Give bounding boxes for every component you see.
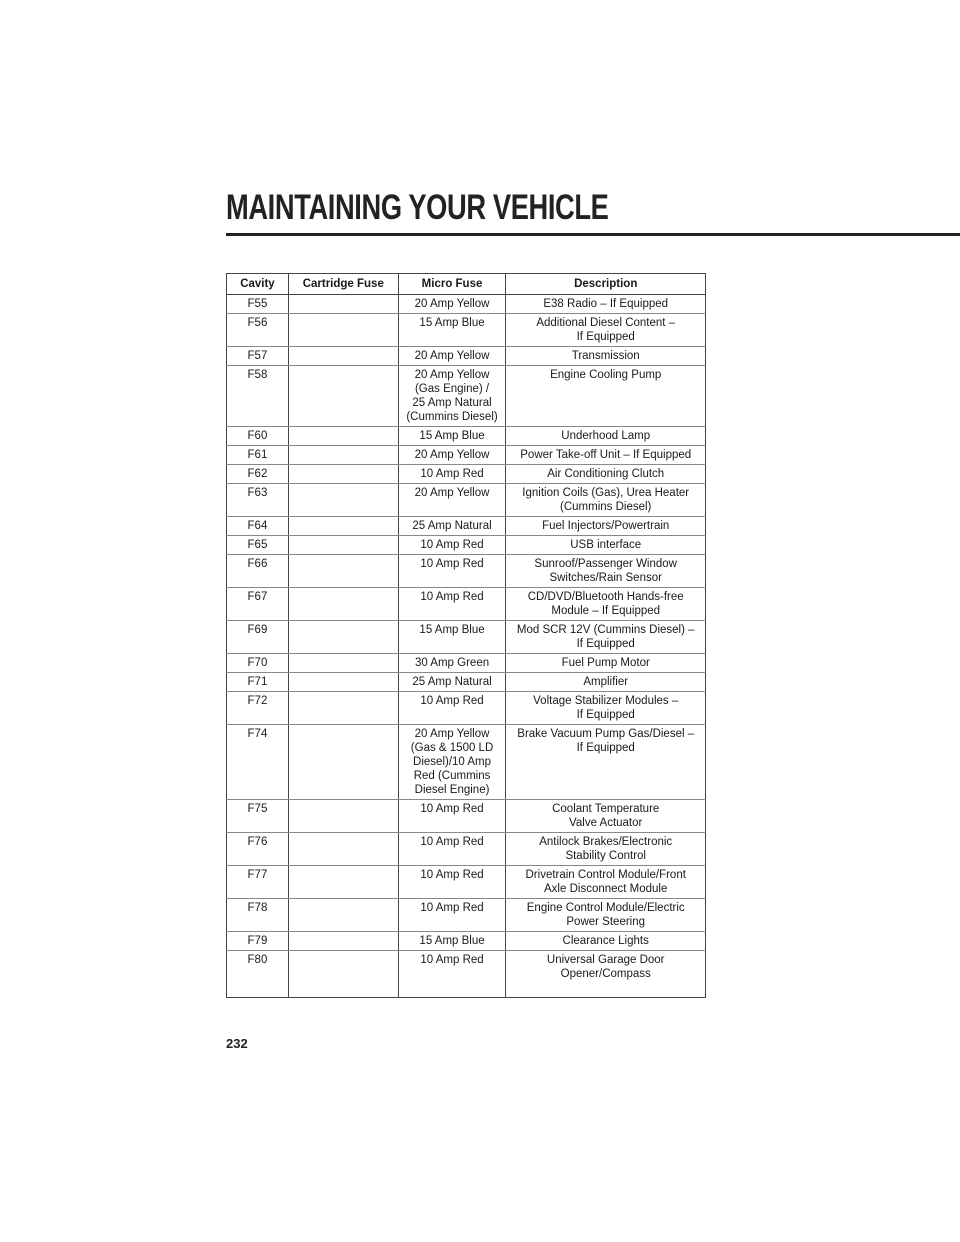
cell-cavity: F79 (227, 932, 289, 951)
table-row (227, 725, 706, 800)
table-row (227, 673, 706, 692)
cell-cavity: F69 (227, 621, 289, 654)
header-micro-fuse: Micro Fuse (398, 274, 506, 295)
cell-description: CD/DVD/Bluetooth Hands-free Module – If Equipped (506, 588, 706, 621)
cell-micro-fuse: 10 Amp Red (398, 555, 506, 588)
cell-cartridge-fuse (288, 654, 398, 673)
cell-cartridge-fuse (288, 621, 398, 654)
cell-micro-fuse: 10 Amp Red (398, 800, 506, 833)
cell-cavity: F71 (227, 673, 289, 692)
cell-description: Amplifier (506, 673, 706, 692)
cell-description: Ignition Coils (Gas), Urea Heater (Cummins Diesel) (506, 484, 706, 517)
table-row (227, 347, 706, 366)
cell-cavity: F64 (227, 517, 289, 536)
cell-cavity: F61 (227, 446, 289, 465)
cell-cartridge-fuse (288, 536, 398, 555)
table-row (227, 555, 706, 588)
cell-description: Fuel Injectors/Powertrain (506, 517, 706, 536)
cell-cavity: F72 (227, 692, 289, 725)
header-cavity: Cavity (227, 274, 289, 295)
header-cartridge-fuse: Cartridge Fuse (288, 274, 398, 295)
cell-description: Underhood Lamp (506, 427, 706, 446)
cell-micro-fuse: 20 Amp Yellow (Gas Engine) / 25 Amp Natural (Cummins Diesel) (398, 366, 506, 427)
cell-cartridge-fuse (288, 295, 398, 314)
cell-micro-fuse: 10 Amp Red (398, 588, 506, 621)
table-row (227, 692, 706, 725)
cell-description: Additional Diesel Content – If Equipped (506, 314, 706, 347)
cell-description: Brake Vacuum Pump Gas/Diesel – If Equipped (506, 725, 706, 800)
cell-micro-fuse: 10 Amp Red (398, 833, 506, 866)
cell-description: E38 Radio – If Equipped (506, 295, 706, 314)
cell-micro-fuse: 30 Amp Green (398, 654, 506, 673)
table-row (227, 295, 706, 314)
cell-micro-fuse: 10 Amp Red (398, 951, 506, 998)
table-row (227, 951, 706, 998)
cell-cavity: F80 (227, 951, 289, 998)
table-row (227, 588, 706, 621)
table-row (227, 484, 706, 517)
cell-micro-fuse: 10 Amp Red (398, 536, 506, 555)
page-number: 232 (226, 1036, 248, 1051)
cell-description: Sunroof/Passenger Window Switches/Rain Sensor (506, 555, 706, 588)
cell-cavity: F77 (227, 866, 289, 899)
cell-micro-fuse: 15 Amp Blue (398, 427, 506, 446)
header-description: Description (506, 274, 706, 295)
cell-cartridge-fuse (288, 555, 398, 588)
cell-description: Engine Cooling Pump (506, 366, 706, 427)
cell-cartridge-fuse (288, 484, 398, 517)
cell-cavity: F58 (227, 366, 289, 427)
cell-description: Power Take-off Unit – If Equipped (506, 446, 706, 465)
cell-description: Drivetrain Control Module/Front Axle Disconnect Module (506, 866, 706, 899)
cell-cavity: F65 (227, 536, 289, 555)
cell-cavity: F62 (227, 465, 289, 484)
cell-cartridge-fuse (288, 899, 398, 932)
cell-micro-fuse: 10 Amp Red (398, 866, 506, 899)
cell-cartridge-fuse (288, 347, 398, 366)
cell-cavity: F66 (227, 555, 289, 588)
table-row (227, 314, 706, 347)
table-row (227, 366, 706, 427)
cell-cartridge-fuse (288, 314, 398, 347)
cell-cartridge-fuse (288, 833, 398, 866)
cell-description: Universal Garage Door Opener/Compass (506, 951, 706, 998)
cell-cavity: F63 (227, 484, 289, 517)
cell-micro-fuse: 20 Amp Yellow (398, 347, 506, 366)
cell-description: Coolant Temperature Valve Actuator (506, 800, 706, 833)
cell-description: Voltage Stabilizer Modules – If Equipped (506, 692, 706, 725)
cell-cartridge-fuse (288, 673, 398, 692)
cell-cartridge-fuse (288, 866, 398, 899)
table-body (227, 295, 706, 998)
cell-cartridge-fuse (288, 427, 398, 446)
table-row (227, 833, 706, 866)
cell-description: Air Conditioning Clutch (506, 465, 706, 484)
cell-micro-fuse: 25 Amp Natural (398, 517, 506, 536)
table-row (227, 866, 706, 899)
cell-description: Transmission (506, 347, 706, 366)
cell-cartridge-fuse (288, 588, 398, 621)
cell-description: Clearance Lights (506, 932, 706, 951)
cell-cartridge-fuse (288, 932, 398, 951)
cell-micro-fuse: 20 Amp Yellow (398, 484, 506, 517)
cell-cavity: F75 (227, 800, 289, 833)
table-row (227, 800, 706, 833)
cell-cavity: F55 (227, 295, 289, 314)
cell-cavity: F56 (227, 314, 289, 347)
cell-cavity: F57 (227, 347, 289, 366)
cell-description: Fuel Pump Motor (506, 654, 706, 673)
cell-cavity: F70 (227, 654, 289, 673)
cell-micro-fuse: 20 Amp Yellow (Gas & 1500 LD Diesel)/10 Amp Red (Cummins Diesel Engine) (398, 725, 506, 800)
cell-cavity: F67 (227, 588, 289, 621)
cell-micro-fuse: 15 Amp Blue (398, 621, 506, 654)
cell-cartridge-fuse (288, 366, 398, 427)
cell-cavity: F76 (227, 833, 289, 866)
cell-cartridge-fuse (288, 800, 398, 833)
table-row (227, 932, 706, 951)
title-rule (226, 233, 960, 236)
cell-cartridge-fuse (288, 465, 398, 484)
page-title: MAINTAINING YOUR VEHICLE (226, 188, 609, 227)
cell-cartridge-fuse (288, 951, 398, 998)
cell-description: Engine Control Module/Electric Power Steering (506, 899, 706, 932)
fuse-table (226, 273, 706, 998)
cell-cartridge-fuse (288, 725, 398, 800)
table-row (227, 621, 706, 654)
table-row (227, 654, 706, 673)
cell-micro-fuse: 20 Amp Yellow (398, 446, 506, 465)
table-row (227, 446, 706, 465)
cell-micro-fuse: 20 Amp Yellow (398, 295, 506, 314)
cell-micro-fuse: 10 Amp Red (398, 465, 506, 484)
table-row (227, 465, 706, 484)
cell-description: Mod SCR 12V (Cummins Diesel) – If Equipped (506, 621, 706, 654)
cell-cartridge-fuse (288, 692, 398, 725)
cell-description: Antilock Brakes/Electronic Stability Control (506, 833, 706, 866)
cell-micro-fuse: 10 Amp Red (398, 899, 506, 932)
cell-cavity: F74 (227, 725, 289, 800)
cell-cavity: F60 (227, 427, 289, 446)
table-row (227, 517, 706, 536)
cell-micro-fuse: 25 Amp Natural (398, 673, 506, 692)
cell-cavity: F78 (227, 899, 289, 932)
table-header-row (227, 274, 706, 295)
cell-micro-fuse: 15 Amp Blue (398, 314, 506, 347)
cell-cartridge-fuse (288, 517, 398, 536)
table-row (227, 536, 706, 555)
table-row (227, 427, 706, 446)
table-row (227, 899, 706, 932)
cell-micro-fuse: 15 Amp Blue (398, 932, 506, 951)
cell-micro-fuse: 10 Amp Red (398, 692, 506, 725)
cell-description: USB interface (506, 536, 706, 555)
cell-cartridge-fuse (288, 446, 398, 465)
